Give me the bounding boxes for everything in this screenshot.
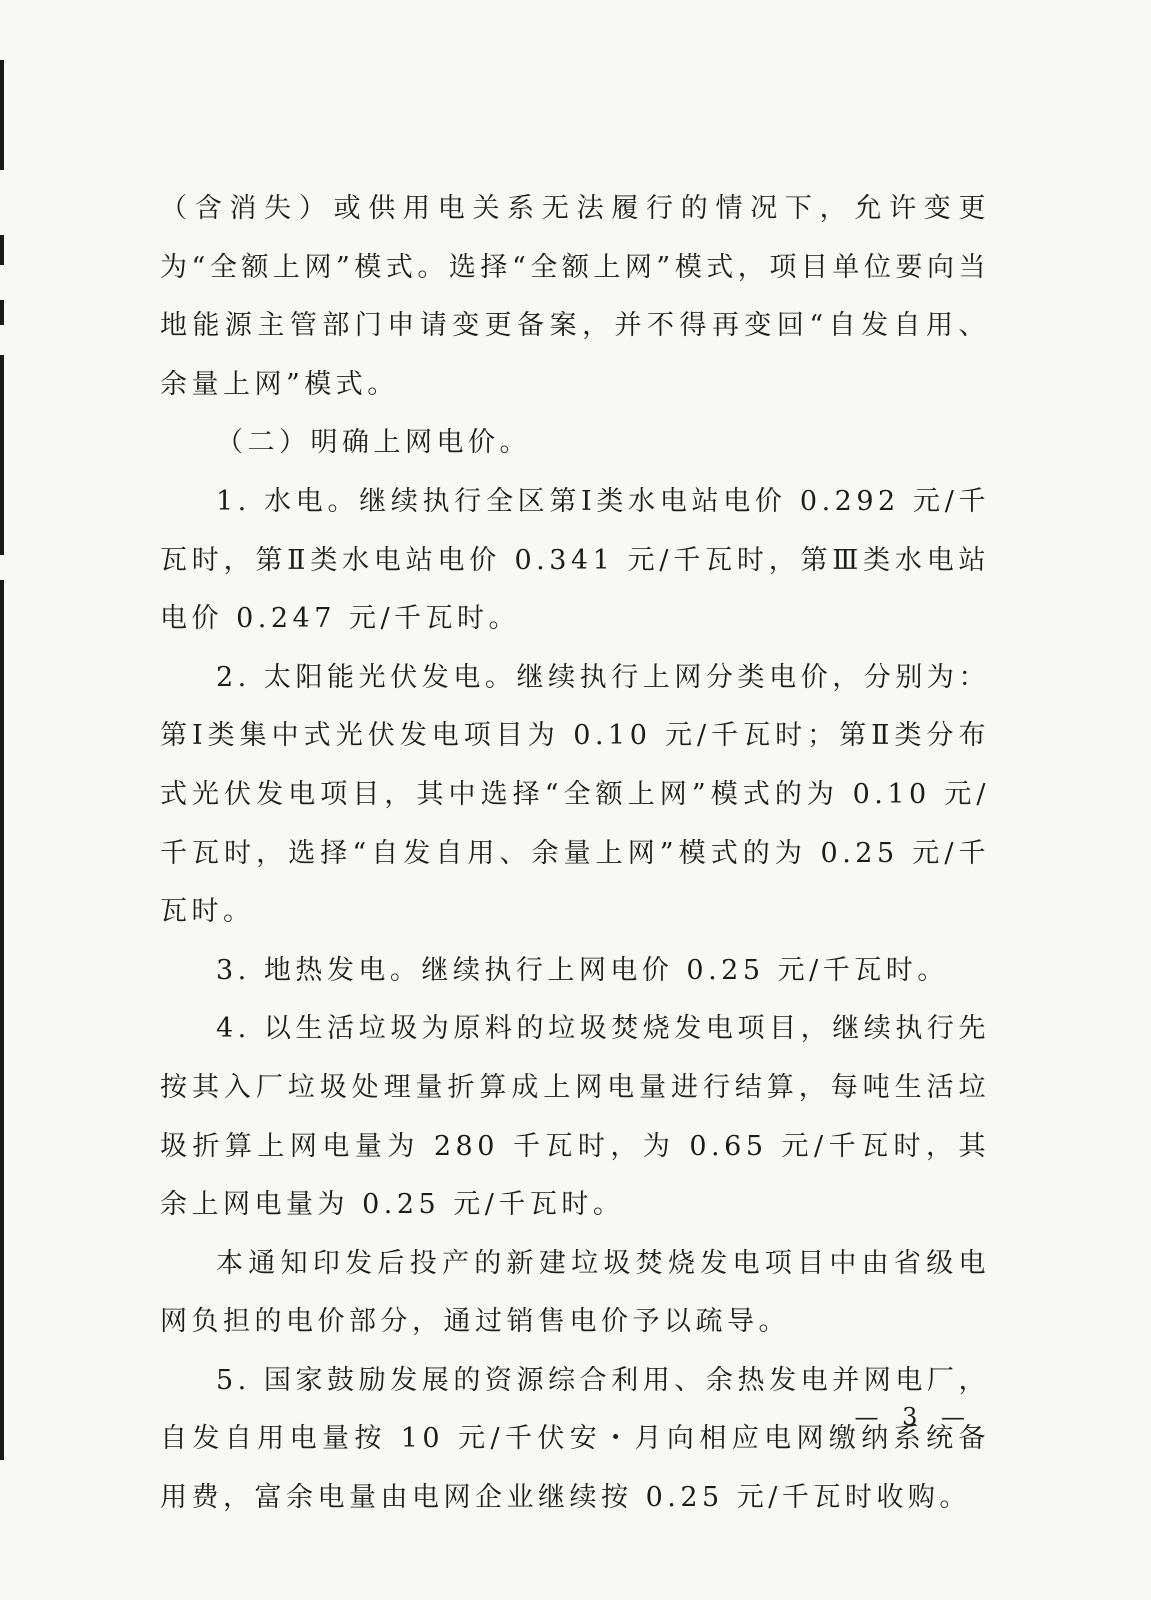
scan-edge-mark	[0, 300, 4, 325]
scan-edge-mark	[0, 60, 4, 170]
scan-edge-mark	[0, 580, 4, 1460]
paragraph-waste-incineration: 4. 以生活垃圾为原料的垃圾焚烧发电项目，继续执行先按其入厂垃圾处理量折算成上网电量进行结算，每吨生活垃圾折算上网电量为 280 千瓦时，为 0.65 元/千瓦时，其余上网电量为 0.25 元/千瓦时。	[160, 1013, 990, 1221]
paragraph-resource-utilization: 5. 国家鼓励发展的资源综合利用、余热发电并网电厂，自发自用电量按 10 元/千伏安・月向相应电网缴纳系统备用费，富余电量由电网企业继续按 0.25 元/千瓦时收购。	[160, 1364, 990, 1514]
page-number: — 3 —	[854, 1403, 973, 1431]
paragraph-hydropower: 1. 水电。继续执行全区第Ⅰ类水电站电价 0.292 元/千瓦时，第Ⅱ类水电站电价 0.341 元/千瓦时，第Ⅲ类水电站电价 0.247 元/千瓦时。	[160, 485, 990, 635]
scan-edge-mark	[0, 355, 4, 555]
paragraph-continuation: （含消失）或供用电关系无法履行的情况下，允许变更为“全额上网”模式。选择“全额上网”模式，项目单位要向当地能源主管部门申请变更备案，并不得再变回“自发自用、余量上网”模式。	[160, 193, 990, 400]
document-body	[160, 180, 990, 1528]
paragraph-notice: 本通知印发后投产的新建垃圾焚烧发电项目中由省级电网负担的电价部分，通过销售电价予以疏导。	[160, 1247, 990, 1338]
paragraph-geothermal: 3. 地热发电。继续执行上网电价 0.25 元/千瓦时。	[216, 954, 949, 986]
section-heading: （二）明确上网电价。	[216, 427, 531, 459]
paragraph-solar-pv: 2. 太阳能光伏发电。继续执行上网分类电价，分别为：第Ⅰ类集中式光伏发电项目为 0.10 元/千瓦时；第Ⅱ类分布式光伏发电项目，其中选择“全额上网”模式的为 0.10 元/千瓦时，选择“自发自用、余量上网”模式的为 0.25 元/千瓦时。	[160, 661, 990, 928]
scan-edge-mark	[0, 235, 4, 265]
